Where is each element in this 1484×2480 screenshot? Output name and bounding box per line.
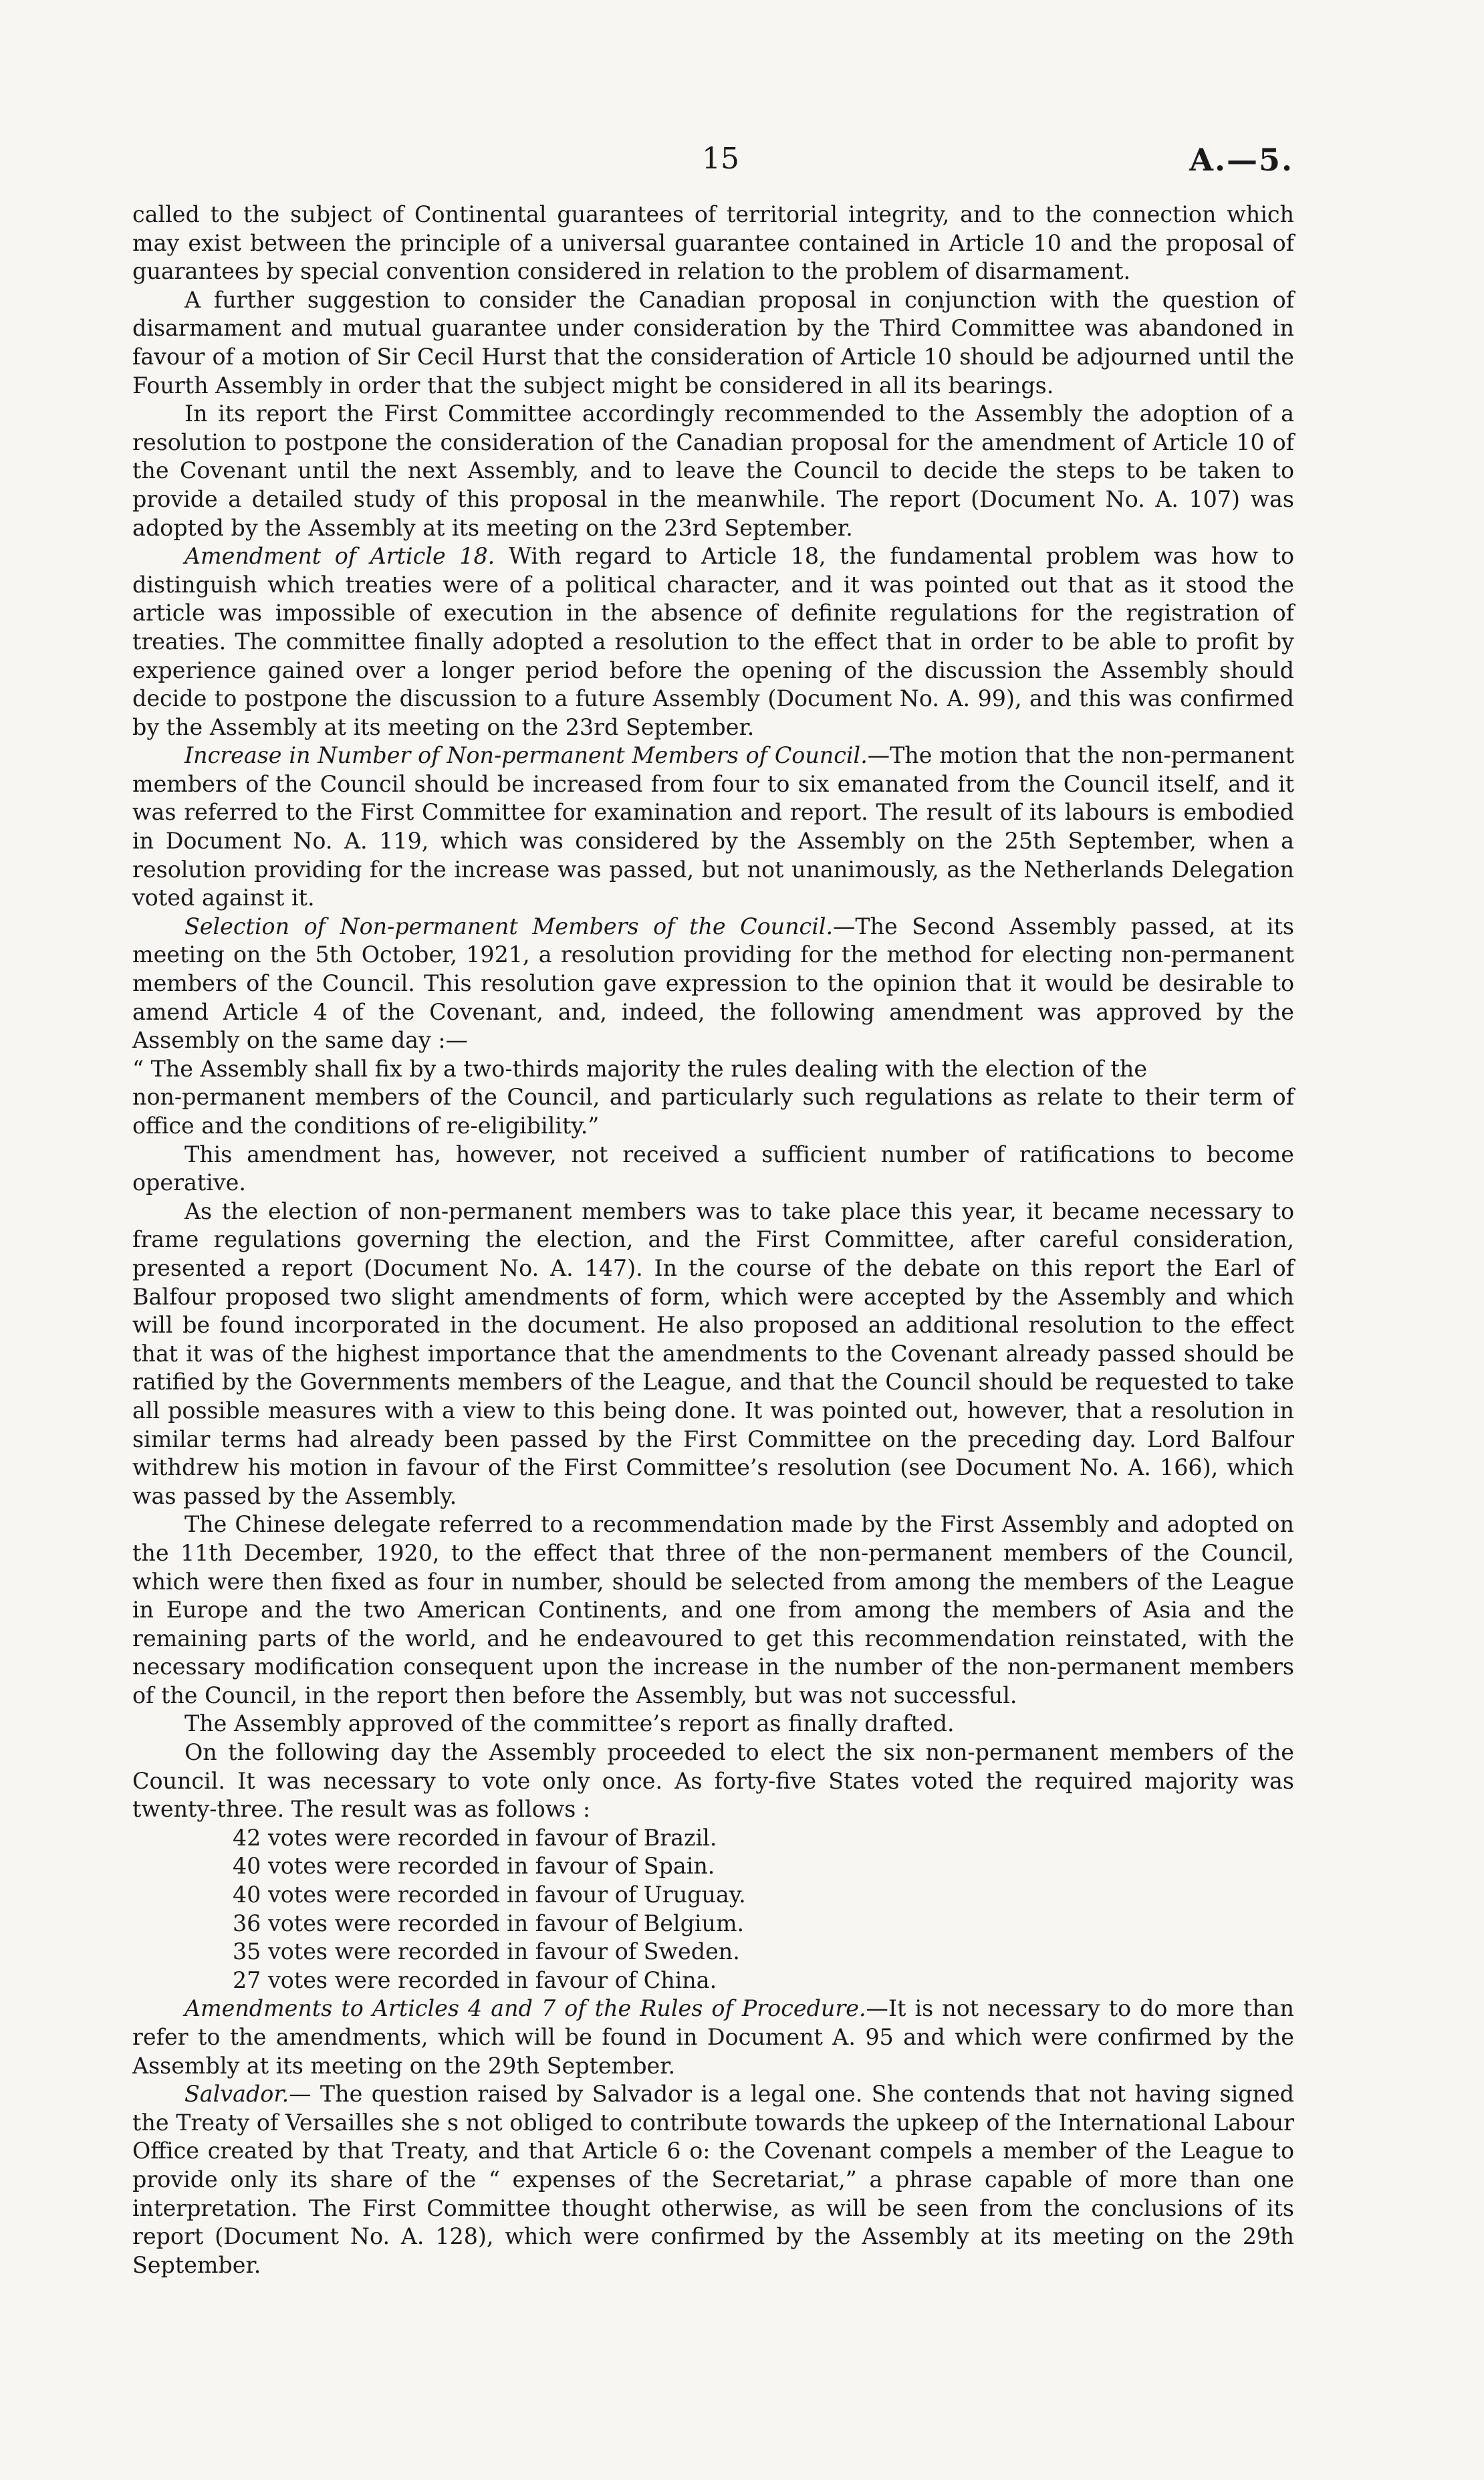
vote-result-item: 27 votes were recorded in favour of China.: [233, 1966, 717, 1993]
paragraph-article-18: [132, 542, 1294, 742]
document-reference: A.—5.: [1189, 142, 1293, 178]
vote-result-item: 40 votes were recorded in favour of Uruguay.: [233, 1882, 746, 1908]
paragraph-election-result: On the following day the Assembly proceeded to elect the six non-permanent members of the Council. It was necessary to vote only once. As forty-five States voted the required majority was twenty-three. The result was as follows :: [132, 1739, 1294, 1823]
heading-rules-of-procedure: Amendments to Articles 4 and 7 of the Rules of Procedure.: [184, 1995, 866, 2022]
heading-selection: Selection of Non-permanent Members of the Council.: [184, 913, 834, 939]
vote-result-item: 35 votes were recorded in favour of Sweden.: [233, 1938, 740, 1965]
paragraph-chinese-delegate: The Chinese delegate referred to a recommendation made by the First Assembly and adopted on the 11th December, 1920, to the effect that three of the non-permanent members of the Council, which were then fixed as four in number, should be selected from among the members of the League in Europe and the two American Continents, and one from among the members of Asia and the remaining parts of the world, and he endeavoured to get this recommendation reinstated, with the necessary modification consequent upon the increase in the number of the non-permanent members of the Council, in the report then before the Assembly, but was not successful.: [132, 1511, 1294, 1708]
paragraph-suggestion: A further suggestion to consider the Canadian proposal in conjunction with the question of disarmament and mutual guarantee under consideration by the Third Committee was abandoned in favour of a motion of Sir Cecil Hurst that the consideration of Article 10 should be adjourned until the Fourth Assembly in order that the subject might be considered in all its bearings.: [132, 286, 1294, 399]
text-selection: —The Second Assembly passed, at its meeting on the 5th October, 1921, a resolution providing for the method for electing non-permanent members of the Council. This resolution gave expression to the opinion that it would be desirable to amend Article 4 of the Covenant, and, indeed, the following amendment was approved by the Assembly on the same day :—: [132, 913, 1294, 1054]
body-text: [132, 201, 1294, 2279]
heading-article-18: Amendment of Article 18.: [184, 543, 495, 570]
paragraph-first-committee-report: In its report the First Committee accordingly recommended to the Assembly the adoption of a resolution to postpone the consideration of the Canadian proposal for the amendment of Article 10 of the Covenant until the next Assembly, and to leave the Council to decide the steps to be taken to provide a detailed study of this proposal in the meanwhile. The report (Document No. A. 107) was adopted by the Assembly at its meeting on the 23rd September.: [132, 401, 1294, 541]
heading-council-increase: Increase in Number of Non-permanent Members of Council.: [184, 742, 868, 769]
vote-results-list: [233, 1824, 1294, 1995]
text-salvador: — The question raised by Salvador is a legal one. She contends that not having signed the Treaty of Versailles she s not obliged to contribute towards the upkeep of the International Labour Office created by that Treaty, and that Article 6 o: the Covenant compels a member of the League to provide only its share of the “ expenses of the Secretariat,” a phrase capable of more than one interpretation. The First Committee thought otherwise, as will be seen from the conclusions of its report (Document No. A. 128), which were confirmed by the Assembly at its meeting on the 29th September.: [132, 2081, 1294, 2278]
page-header: [0, 142, 1484, 182]
paragraph-selection: [132, 913, 1294, 1055]
paragraph-salvador: [132, 2080, 1294, 2279]
vote-result-item: 42 votes were recorded in favour of Brazil.: [233, 1824, 717, 1851]
text-article-18: With regard to Article 18, the fundamental problem was how to distinguish which treaties were of a political character, and it was pointed out that as it stood the article was impossible of execution in the absence of definite regulations for the registration of treaties. The committee finally adopted a resolution to the effect that in order to be able to profit by experience gained over a longer period before the opening of the discussion the Assembly should decide to postpone the discussion to a future Assembly (Document No. A. 99), and this was confirmed by the Assembly at its meeting on the 23rd September.: [132, 543, 1294, 740]
text-rules-of-procedure: —It is not necessary to do more than refer to the amendments, which will be found in Document A. 95 and which were confirmed by the Assembly at its meeting on the 29th September.: [132, 1995, 1294, 2079]
amendment-quote-rest: non-permanent members of the Council, and particularly such regulations as relate to their term of office and the conditions of re-eligibility.”: [132, 1084, 1294, 1139]
paragraph-report-approved: The Assembly approved of the committee’s report as finally drafted.: [184, 1710, 955, 1737]
vote-result-item: 40 votes were recorded in favour of Spain.: [233, 1853, 715, 1880]
paragraph-ratifications: This amendment has, however, not received a sufficient number of ratifications to become operative.: [132, 1141, 1294, 1196]
paragraph-election-regulations: As the election of non-permanent members was to take place this year, it became necessary to frame regulations governing the election, and the First Committee, after careful consideration, presented a report (Document No. A. 147). In the course of the debate on this report the Earl of Balfour proposed two slight amendments of form, which were accepted by the Assembly and which will be found incorporated in the document. He also proposed an additional resolution to the effect that it was of the highest importance that the amendments to the Covenant already passed should be ratified by the Governments members of the League, and that the Council should be requested to take all possible measures with a view to this being done. It was pointed out, however, that a resolution in similar terms had already been passed by the First Committee on the preceding day. Lord Balfour withdrew his motion in favour of the First Committee’s resolution (see Document No. A. 166), which was passed by the Assembly.: [132, 1198, 1294, 1509]
paragraph-continuation: called to the subject of Continental guarantees of territorial integrity, and to the connection which may exist between the principle of a universal guarantee contained in Article 10 and the proposal of guarantees by special convention considered in relation to the problem of disarmament.: [132, 201, 1294, 285]
vote-result-item: 36 votes were recorded in favour of Belgium.: [233, 1910, 745, 1936]
text-council-increase: —The motion that the non-permanent members of the Council should be increased from four to six emanated from the Council itself, and it was referred to the First Committee for examination and report. The result of its labours is embodied in Document No. A. 119, which was considered by the Assembly on the 25th September, when a resolution providing for the increase was passed, but not unanimously, as the Netherlands Delegation voted against it.: [132, 742, 1294, 911]
amendment-quote-first: “ The Assembly shall fix by a two-thirds majority the rules dealing with the election of the: [132, 1055, 1148, 1082]
heading-salvador: Salvador.: [184, 2081, 289, 2108]
paragraph-rules-of-procedure: [132, 1995, 1294, 2080]
page-number: 15: [702, 142, 739, 176]
paragraph-council-increase: [132, 742, 1294, 913]
